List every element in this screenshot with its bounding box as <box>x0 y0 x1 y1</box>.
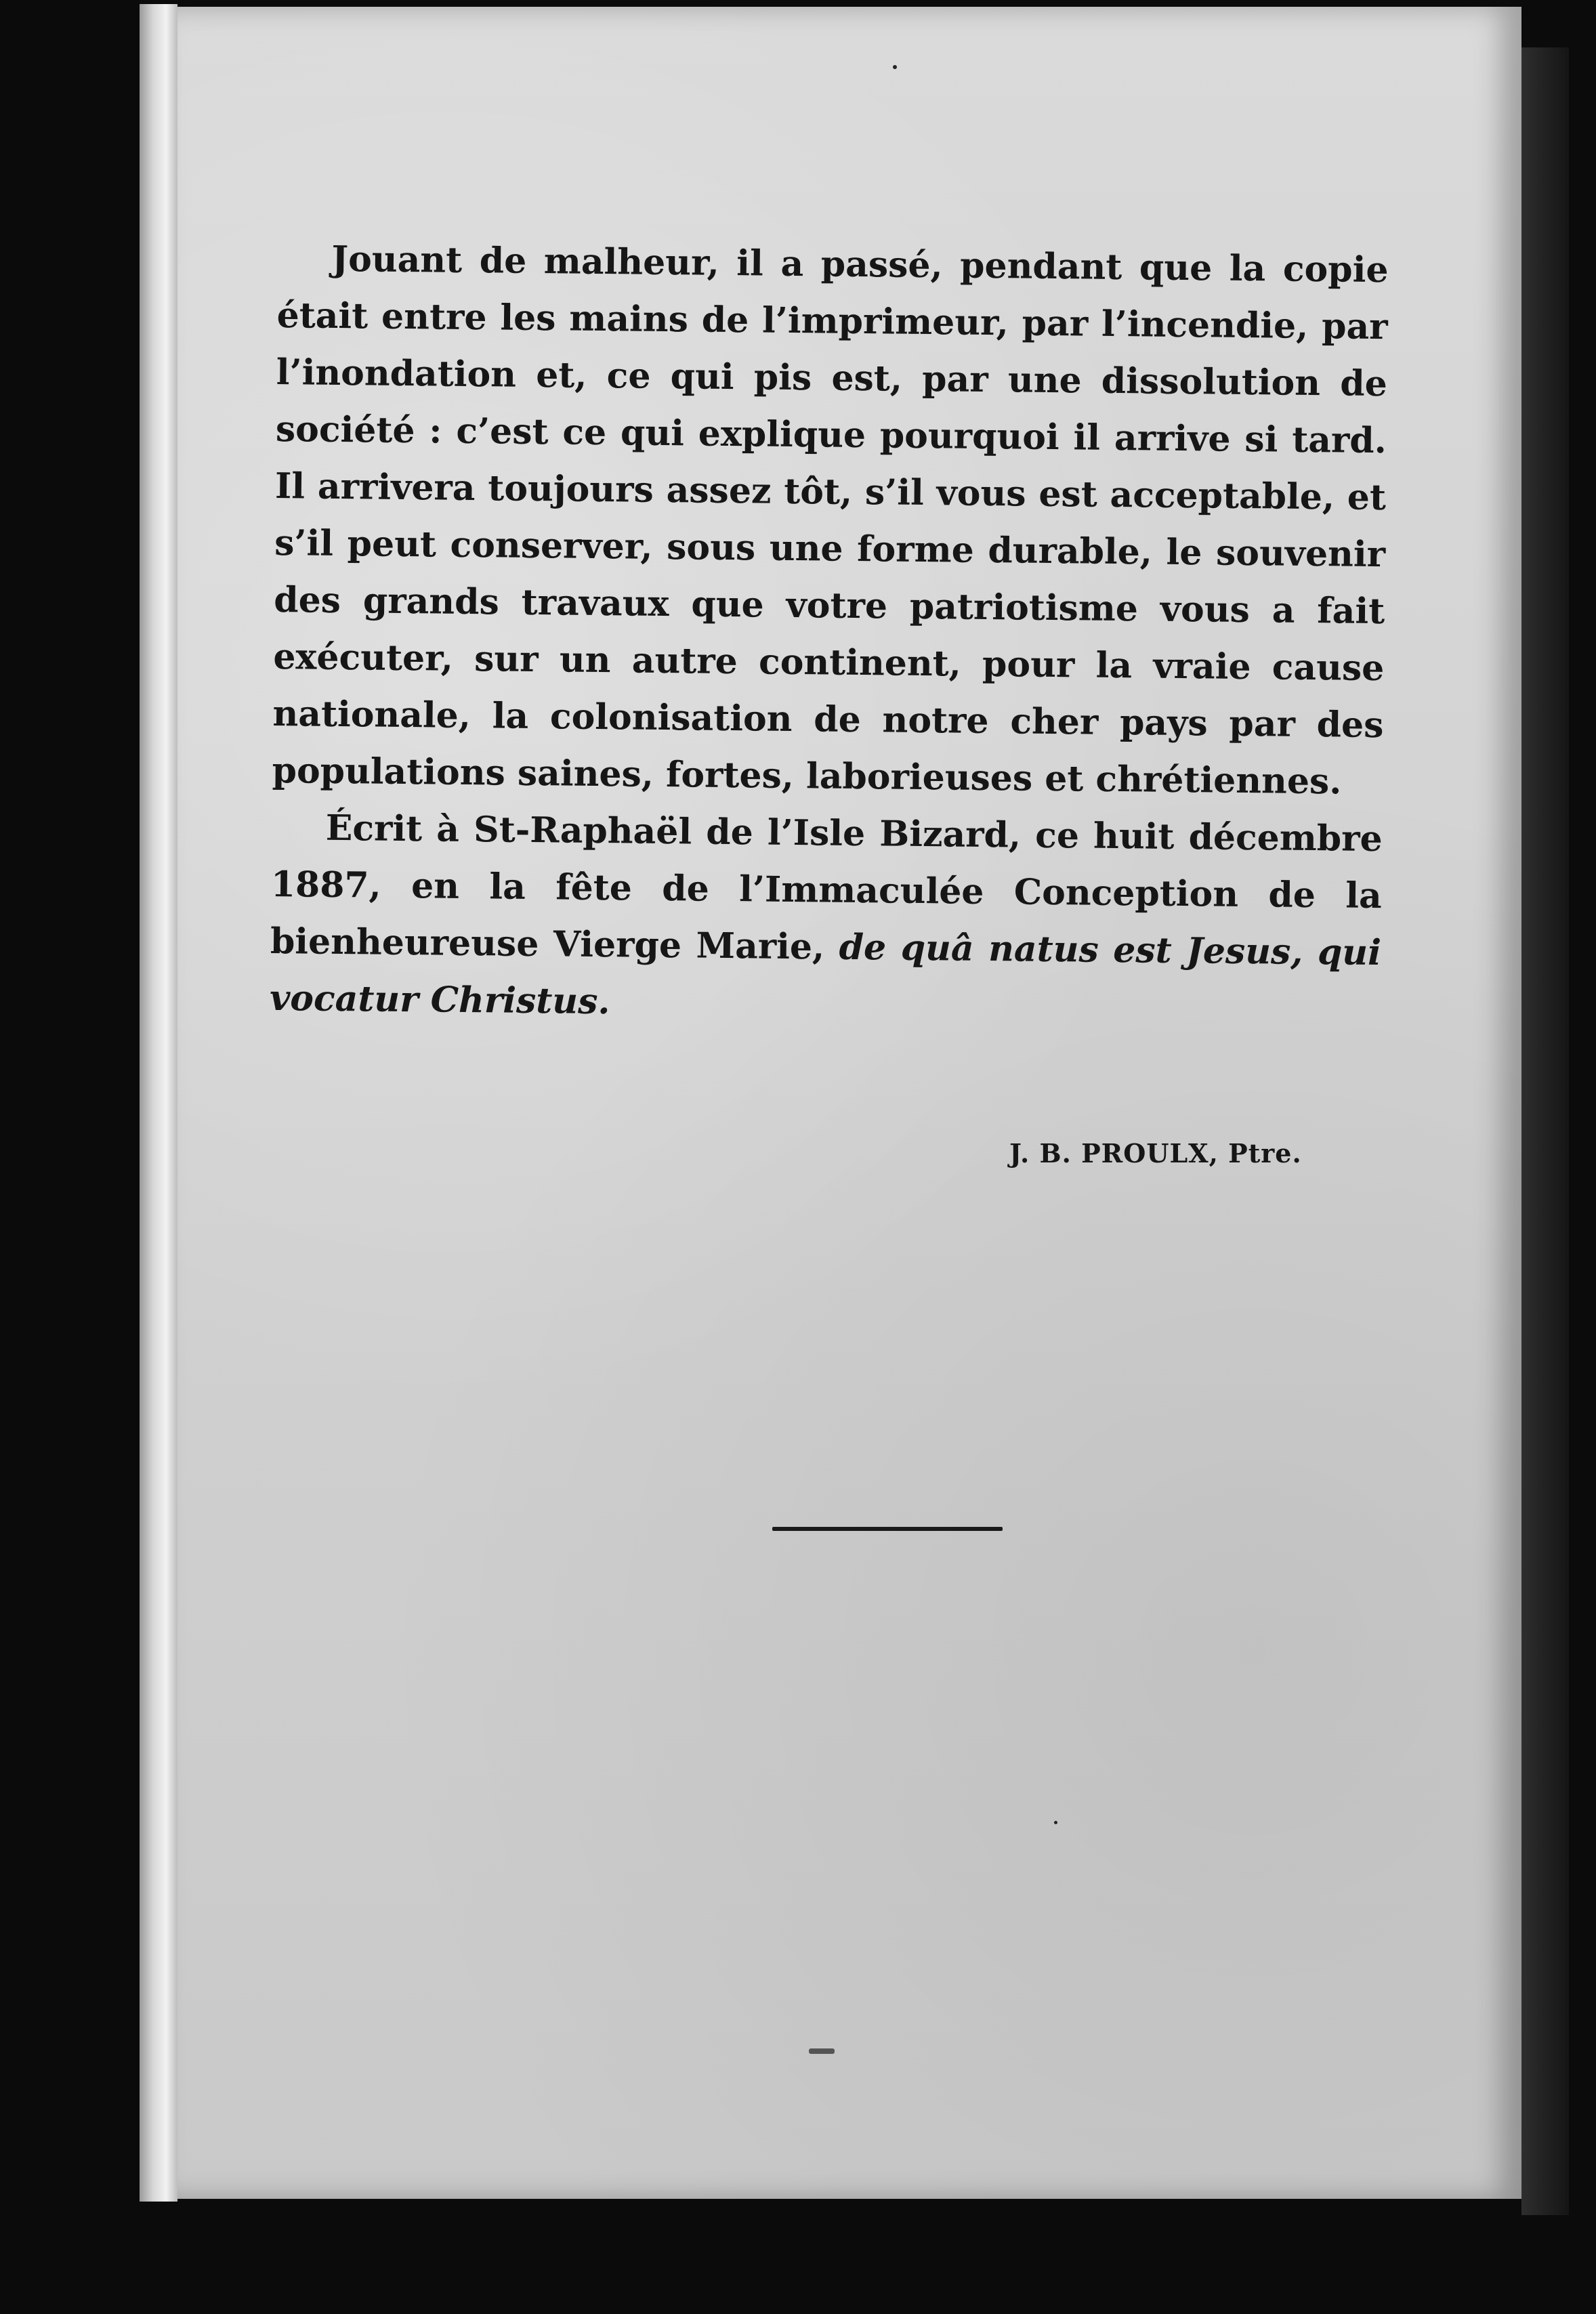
paragraph-2 <box>270 799 1383 1038</box>
speck <box>893 65 897 69</box>
speck <box>1054 1821 1057 1824</box>
separator-rule <box>772 1527 1003 1531</box>
paragraph-1: Jouant de malheur, il a passé, pendant que la copie était entre les mains de l’imprimeur, par l’incendie, par l’inondation et, ce qui pis est, par une dissolution de société : c’est ce qui explique pourquoi il arrive si tard. Il arrivera toujours assez tôt, s’il vous est acceptable, et s’il peut conserver, sous une forme durable, le souvenir des grands travaux que votre patriotisme vous a fait exécuter, sur un autre continent, pour la vraie cause nationale, la colonisation de notre cher pays par des populations saines, fortes, laborieuses et chrétiennes. <box>272 238 1389 803</box>
latin-quote: de quâ natus est Jesus, qui vocatur Christus. <box>269 926 1382 1023</box>
page-edge <box>140 4 177 2202</box>
signature: J. B. PROULX, Ptre. <box>1009 1138 1302 1169</box>
page-shadow <box>1521 47 1569 2215</box>
paragraph-2-text: Écrit à St-Raphaël de l’Isle Bizard, ce huit décembre 1887, en la fête de l’Immaculée Conception de la bienheureuse Vierge Marie, <box>270 807 1383 968</box>
body-text <box>270 230 1389 1038</box>
speck <box>809 2048 835 2054</box>
